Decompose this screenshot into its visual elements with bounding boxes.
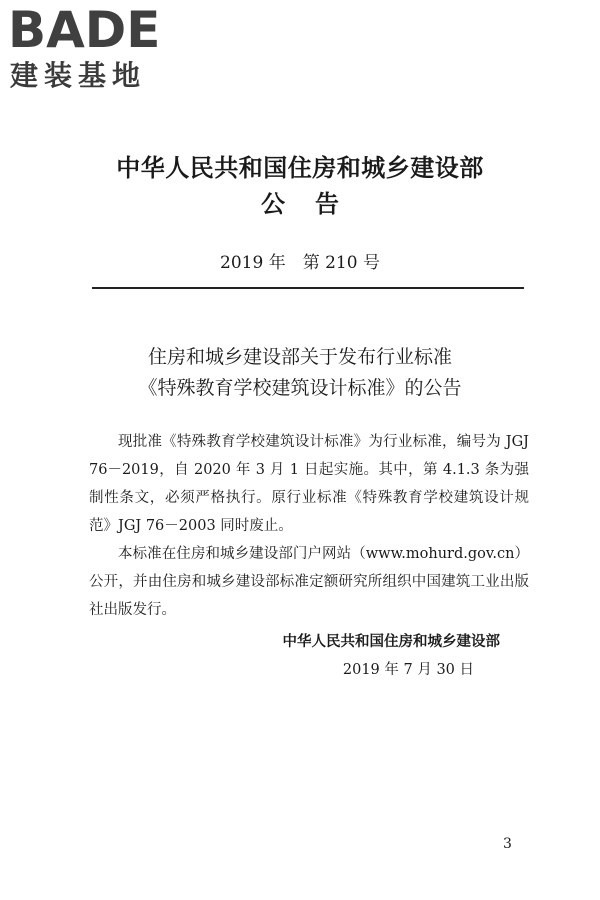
title-line-2: 《特殊教育学校建筑设计标准》的公告 xyxy=(138,377,462,399)
page-number: 3 xyxy=(503,836,512,852)
header-divider xyxy=(92,287,524,289)
signature-issuer: 中华人民共和国住房和城乡建设部 xyxy=(282,634,500,650)
body-paragraph-2: 本标准在住房和城乡建设部门户网站（www.mohurd.gov.cn）公开，并由住房和城乡建设部标准定额研究所组织中国建筑工业出版社出版发行。 xyxy=(89,546,529,618)
announcement-body xyxy=(89,428,529,624)
signature-block xyxy=(283,628,501,684)
document-type: 公告 xyxy=(261,190,369,218)
brand-logo xyxy=(8,1,178,96)
logo-wordmark: BADE xyxy=(8,1,161,59)
body-paragraph-1: 现批准《特殊教育学校建筑设计标准》为行业标准，编号为 JGJ 76－2019，自 2020 年 3 月 1 日起实施。其中，第 4.1.3 条为强制性条文，必须严格执行。原行业标准《特殊教育学校建筑设计规范》JGJ 76－2003 同时废止。 xyxy=(89,434,529,534)
document-number: 2019 年 第 210 号 xyxy=(220,253,380,273)
signature-date: 2019 年 7 月 30 日 xyxy=(342,662,474,678)
announcement-title xyxy=(0,342,600,404)
issuer-heading: 中华人民共和国住房和城乡建设部 xyxy=(116,154,484,182)
title-line-1: 住房和城乡建设部关于发布行业标准 xyxy=(147,346,452,368)
logo-subtitle: 建装基地 xyxy=(10,59,147,92)
